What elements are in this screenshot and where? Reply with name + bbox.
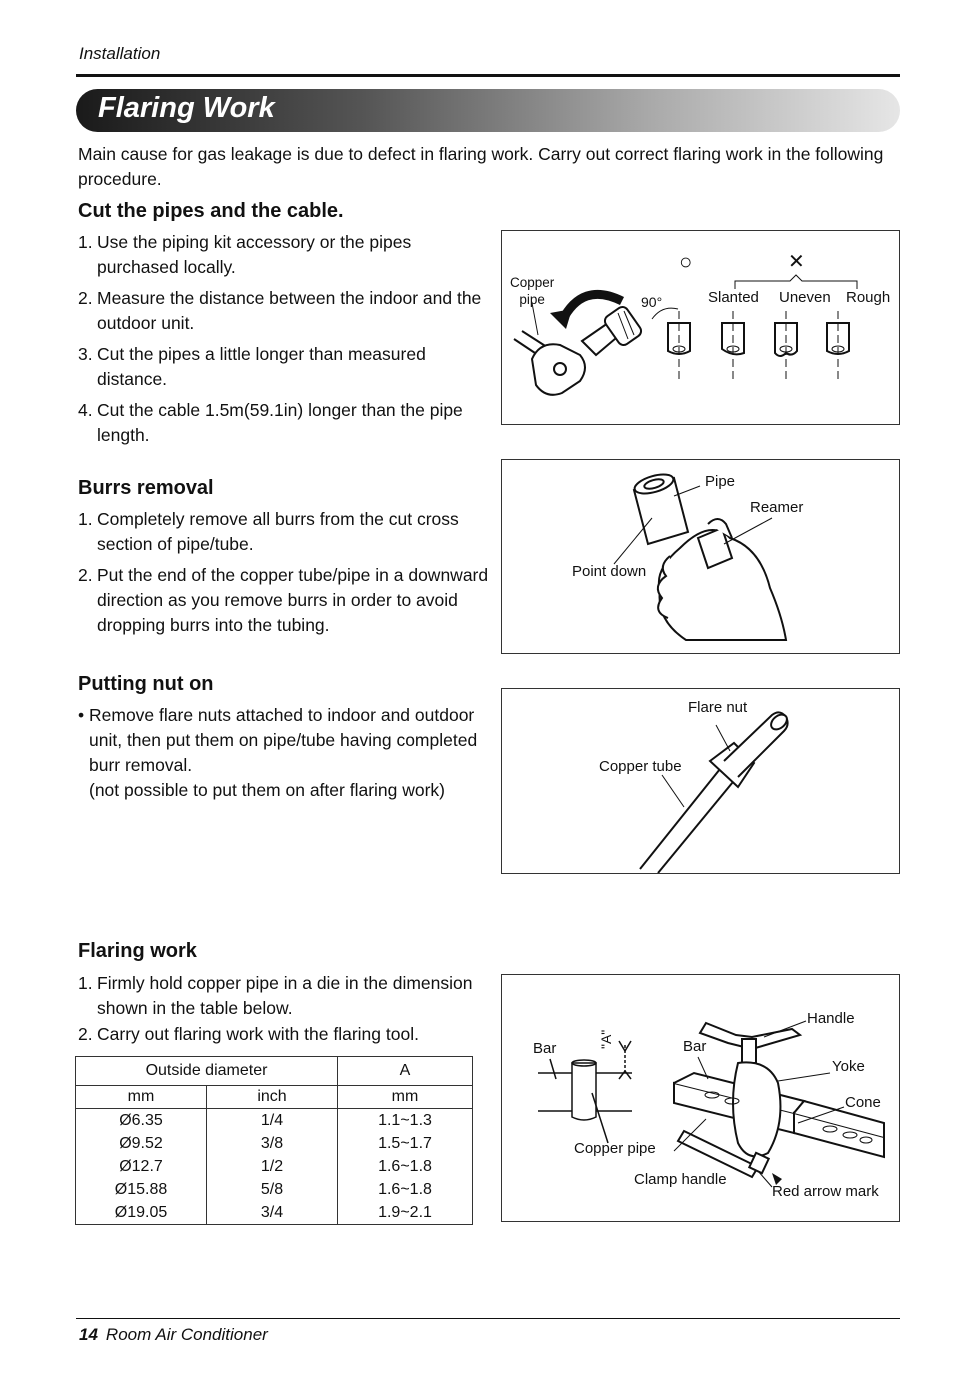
list-item: 3. Cut the pipes a little longer than measured distance. xyxy=(78,344,426,389)
burrs-figure xyxy=(501,459,900,654)
rough-label: Rough xyxy=(846,289,891,306)
flaring-steps-list xyxy=(78,971,503,1053)
table-row xyxy=(76,1201,473,1225)
nut-heading: Putting nut on xyxy=(78,673,214,695)
copper-pipe-label: Copper pipe xyxy=(510,275,555,307)
page-footer xyxy=(79,1325,268,1345)
list-item: 1. Firmly hold copper pipe in a die in the dimension shown in the table below. xyxy=(78,973,473,1018)
title-banner xyxy=(76,89,900,132)
clamp-handle-label: Clamp handle xyxy=(634,1171,727,1188)
table-cell: Ø19.05 xyxy=(76,1201,207,1225)
table-cell: 3/4 xyxy=(207,1201,338,1225)
top-rule xyxy=(76,74,900,77)
pipe-cutter-illustration xyxy=(502,231,899,424)
bar-left-label: Bar xyxy=(533,1040,557,1057)
table-cell: 5/8 xyxy=(207,1178,338,1201)
bullet: • xyxy=(78,705,85,725)
flare-nut-label: Flare nut xyxy=(688,699,748,716)
table-cell: 3/8 xyxy=(207,1132,338,1155)
table-cell: Ø9.52 xyxy=(76,1132,207,1155)
table-cell: Ø12.7 xyxy=(76,1155,207,1178)
table-row xyxy=(76,1109,473,1133)
list-item: 2. Carry out flaring work with the flaring tool. xyxy=(78,1024,419,1044)
table-cell: Ø15.88 xyxy=(76,1178,207,1201)
uneven-label: Uneven xyxy=(779,289,831,306)
dimension-table xyxy=(75,1056,473,1225)
table-cell: 1/2 xyxy=(207,1155,338,1178)
nut-instruction: Remove flare nuts attached to indoor and outdoor unit, then put them on pipe/tube having completed burr removal. xyxy=(89,705,478,775)
page-title: Flaring Work xyxy=(98,92,275,124)
cut-heading: Cut the pipes and the cable. xyxy=(78,200,344,222)
reamer-hand-illustration xyxy=(502,460,899,653)
flare-nut-illustration xyxy=(502,689,899,873)
table-cell: 1.1~1.3 xyxy=(338,1109,473,1133)
intro-text: Main cause for gas leakage is due to defect in flaring work. Carry out correct flaring work in the following procedure. xyxy=(78,144,884,189)
table-header-cell: A xyxy=(338,1057,473,1086)
table-cell: 1.6~1.8 xyxy=(338,1155,473,1178)
flaring-heading: Flaring work xyxy=(78,940,197,962)
table-cell: 1/4 xyxy=(207,1109,338,1133)
red-arrow-mark-label: Red arrow mark xyxy=(772,1183,879,1200)
copper-pipe-label: Copper pipe xyxy=(574,1140,656,1157)
nut-text-block xyxy=(78,703,493,803)
yoke-label: Yoke xyxy=(832,1058,865,1075)
footer-title: Room Air Conditioner xyxy=(105,1325,268,1344)
bad-mark-icon: ✕ xyxy=(788,251,805,273)
flaring-figure xyxy=(501,974,900,1222)
table-header-cell: mm xyxy=(76,1086,207,1109)
list-item: 4. Cut the cable 1.5m(59.1in) longer than the pipe length. xyxy=(78,400,463,445)
table-row xyxy=(76,1132,473,1155)
burrs-steps-list xyxy=(78,507,493,644)
cut-steps-list xyxy=(78,230,493,454)
angle-label: 90° xyxy=(641,294,663,310)
table-cell: Ø6.35 xyxy=(76,1109,207,1133)
point-down-label: Point down xyxy=(572,563,647,580)
nut-note: (not possible to put them on after flaring work) xyxy=(89,780,446,800)
list-item: 2. Put the end of the copper tube/pipe in a downward direction as you remove burrs in order to avoid dropping burrs into the tubing. xyxy=(78,565,489,635)
list-item: 1. Completely remove all burrs from the cut cross section of pipe/tube. xyxy=(78,509,459,554)
list-item: 2. Measure the distance between the indoor and the outdoor unit. xyxy=(78,288,482,333)
table-header-cell: inch xyxy=(207,1086,338,1109)
bar-label: Bar xyxy=(683,1038,707,1055)
table-cell: 1.5~1.7 xyxy=(338,1132,473,1155)
copper-tube-label: Copper tube xyxy=(599,758,682,775)
table-row xyxy=(76,1155,473,1178)
table-row xyxy=(76,1178,473,1201)
cone-label: Cone xyxy=(845,1094,881,1111)
table-cell: 1.6~1.8 xyxy=(338,1178,473,1201)
a-dimension-label: "A" xyxy=(598,1029,614,1049)
table-cell: 1.9~2.1 xyxy=(338,1201,473,1225)
section-label: Installation xyxy=(79,44,161,63)
table-header-row xyxy=(76,1057,473,1086)
nut-figure xyxy=(501,688,900,874)
cut-figure xyxy=(501,230,900,425)
pipe-label: Pipe xyxy=(705,473,736,490)
slanted-label: Slanted xyxy=(708,289,759,306)
table-unit-row xyxy=(76,1086,473,1109)
reamer-label: Reamer xyxy=(750,499,804,516)
table-header-cell: Outside diameter xyxy=(76,1057,338,1086)
burrs-heading: Burrs removal xyxy=(78,477,214,499)
table-header-cell: mm xyxy=(338,1086,473,1109)
good-mark-icon: ○ xyxy=(679,249,693,274)
handle-label: Handle xyxy=(807,1010,855,1027)
page-number: 14 xyxy=(79,1325,98,1344)
list-item: 1. Use the piping kit accessory or the pipes purchased locally. xyxy=(78,232,412,277)
bottom-rule xyxy=(76,1318,900,1319)
